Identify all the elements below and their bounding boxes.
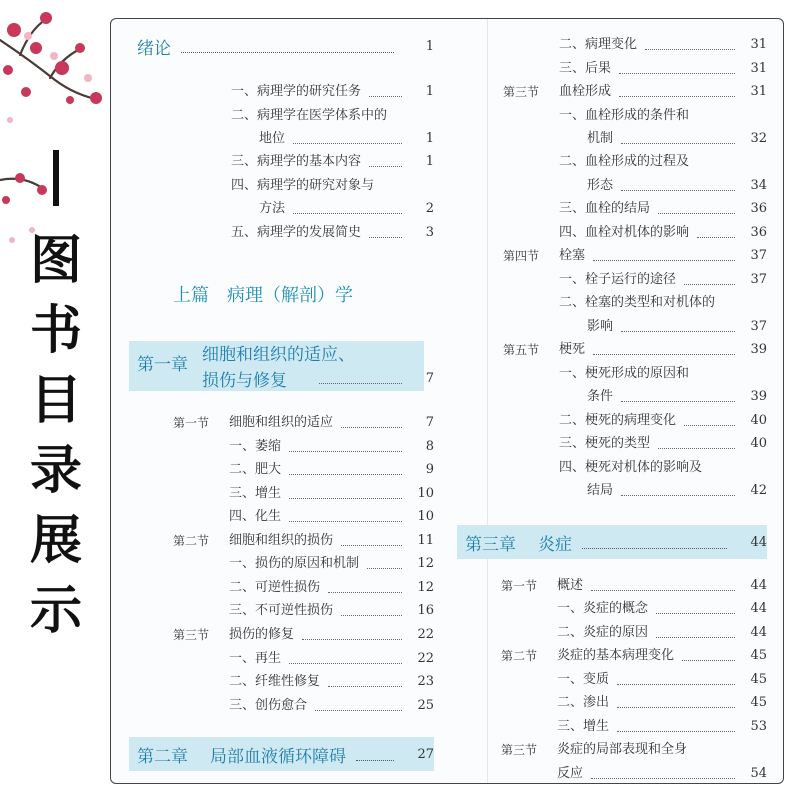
page-number: 11: [417, 533, 434, 548]
toc-entry[interactable]: [557, 764, 767, 784]
side-title-char: 录: [29, 441, 82, 501]
toc-entry[interactable]: [259, 129, 434, 149]
page-number: 22: [417, 651, 434, 666]
toc-entry[interactable]: [231, 223, 434, 243]
page-number: 10: [417, 509, 434, 524]
page-number: 3: [425, 225, 434, 240]
entry-text: 方法: [259, 201, 286, 216]
section-label: 第一节: [501, 579, 538, 593]
entry-text: 细胞和组织的损伤: [229, 533, 334, 548]
chapter-1-page-line: [311, 369, 434, 389]
page-number: 40: [750, 436, 767, 451]
page-number: 12: [417, 556, 434, 571]
toc-page: [110, 18, 784, 784]
side-title-char: 展: [29, 511, 82, 571]
leader-dots: [656, 613, 735, 614]
entry-text: 一、栓子运行的途径: [559, 272, 677, 287]
entry-text: 一、炎症的概念: [557, 601, 649, 616]
leader-dots: [682, 660, 735, 661]
entry-text: 五、病理学的发展简史: [231, 225, 362, 240]
entry-text: 细胞和组织的适应: [229, 415, 334, 430]
leader-dots: [619, 96, 735, 97]
leader-dots: [621, 401, 735, 402]
toc-entry[interactable]: [229, 601, 434, 621]
toc-entry[interactable]: [229, 554, 434, 574]
toc-entry[interactable]: [229, 437, 434, 457]
entry-text: 三、梗死的类型: [559, 436, 651, 451]
side-title-char: 图: [29, 231, 82, 291]
leader-dots: [319, 383, 402, 384]
section-label: 第三节: [173, 628, 210, 642]
page-number: 39: [750, 389, 767, 404]
leader-dots: [315, 710, 402, 711]
leader-dots: [289, 521, 402, 522]
leader-dots: [621, 190, 735, 191]
toc-entry[interactable]: [229, 696, 434, 716]
toc-entry[interactable]: [229, 649, 434, 669]
entry-text: 三、病理学的基本内容: [231, 154, 362, 169]
toc-entry[interactable]: [173, 413, 434, 433]
chapter-label: 第一章: [137, 355, 188, 375]
entry-text: 三、后果: [559, 61, 612, 76]
leader-dots: [617, 684, 735, 685]
section-label: 第二节: [173, 534, 210, 548]
toc-entry[interactable]: [557, 717, 767, 737]
page-number: 54: [750, 766, 767, 781]
chapter-title-line: 损伤与修复: [202, 371, 287, 391]
page-number: 31: [750, 84, 767, 99]
entry-text: 影响: [587, 319, 614, 334]
chapter-title: 局部血液循环障碍: [210, 746, 346, 767]
leader-dots: [369, 96, 402, 97]
leader-dots: [341, 427, 402, 428]
entry-text: 一、变质: [557, 672, 610, 687]
leader-dots: [328, 686, 402, 687]
leader-dots: [619, 73, 735, 74]
leader-dots: [302, 639, 402, 640]
leader-dots: [617, 731, 735, 732]
entry-text: 形态: [587, 178, 614, 193]
entry-text: 梗死: [559, 342, 586, 357]
page-number: 42: [750, 483, 767, 498]
page-number: 10: [417, 486, 434, 501]
leader-dots: [293, 143, 402, 144]
entry-text: 三、血栓的结局: [559, 201, 651, 216]
toc-entry[interactable]: [559, 59, 767, 79]
page-number: 1: [425, 154, 434, 169]
entry-text: 一、损伤的原因和机制: [229, 556, 360, 571]
toc-entry[interactable]: [229, 460, 434, 480]
entry-text: 四、化生: [229, 509, 282, 524]
page-number: 45: [750, 672, 767, 687]
toc-entry[interactable]: [229, 672, 434, 692]
page-number: 36: [750, 225, 767, 240]
toc-entry[interactable]: [587, 317, 767, 337]
toc-entry[interactable]: [559, 106, 767, 126]
page-number: 37: [750, 319, 767, 334]
entry-text: 概述: [557, 578, 584, 593]
section-label: 第一节: [173, 416, 210, 430]
page-number: 25: [417, 698, 434, 713]
entry-text: 二、炎症的原因: [557, 625, 649, 640]
toc-entry[interactable]: [559, 199, 767, 219]
side-title-char: 书: [29, 301, 82, 361]
toc-entry[interactable]: [587, 387, 767, 407]
leader-dots: [328, 592, 402, 593]
entry-text: 炎症的局部表现和全身: [557, 742, 688, 757]
page-number: 44: [750, 601, 767, 616]
chapter-title-line: 细胞和组织的适应、: [202, 345, 355, 365]
entry-text: 炎症的基本病理变化: [557, 648, 675, 663]
toc-entry[interactable]: [501, 576, 767, 596]
leader-dots: [621, 495, 735, 496]
toc-entry[interactable]: [559, 152, 767, 172]
toc-entry[interactable]: [229, 484, 434, 504]
entry-text: 三、创伤愈合: [229, 698, 308, 713]
leader-dots: [684, 425, 735, 426]
toc-entry[interactable]: [173, 625, 434, 645]
leader-dots: [289, 663, 402, 664]
toc-entry[interactable]: [557, 623, 767, 643]
chapter-title: 炎症: [538, 534, 572, 555]
entry-text: 二、血栓形成的过程及: [559, 154, 690, 169]
page-number: 44: [750, 578, 767, 593]
page-number: 31: [750, 37, 767, 52]
page-number: 23: [417, 674, 434, 689]
toc-entry[interactable]: [231, 152, 434, 172]
entry-text: 一、血栓形成的条件和: [559, 108, 690, 123]
toc-entry[interactable]: [229, 578, 434, 598]
page-number: 53: [750, 719, 767, 734]
entry-text: 结局: [587, 483, 614, 498]
toc-entry[interactable]: [557, 599, 767, 619]
page-number: 44: [750, 625, 767, 640]
chapter-label: 第三章: [465, 534, 516, 555]
entry-text: 二、栓塞的类型和对机体的: [559, 295, 716, 310]
section-label: 第三节: [503, 85, 540, 99]
leader-dots: [591, 590, 735, 591]
entry-text: 一、梗死形成的原因和: [559, 366, 690, 381]
toc-entry[interactable]: [231, 176, 434, 196]
leader-dots: [658, 448, 735, 449]
entry-text: 二、病理学在医学体系中的: [231, 108, 388, 123]
entry-text: 地位: [259, 131, 286, 146]
page-spine: [487, 19, 488, 783]
entry-text: 四、病理学的研究对象与: [231, 178, 375, 193]
entry-text: 栓塞: [559, 248, 586, 263]
toc-entry[interactable]: [559, 270, 767, 290]
toc-entry[interactable]: [503, 82, 767, 102]
toc-entry[interactable]: [501, 740, 767, 760]
toc-entry[interactable]: [231, 106, 434, 126]
leader-dots: [582, 548, 727, 549]
entry-text: 二、病理变化: [559, 37, 638, 52]
toc-entry[interactable]: [259, 199, 434, 219]
page-number: 1: [425, 131, 434, 146]
intro-chapter-bar[interactable]: [129, 29, 434, 63]
page-number: 31: [750, 61, 767, 76]
page-number: 34: [750, 178, 767, 193]
chapter-3-bar[interactable]: [457, 525, 767, 559]
leader-dots: [684, 284, 735, 285]
page-number: 1: [425, 38, 434, 54]
page-number: 8: [425, 439, 434, 454]
toc-entry[interactable]: [559, 223, 767, 243]
toc-entry[interactable]: [559, 434, 767, 454]
leader-dots: [289, 451, 402, 452]
leader-dots: [591, 778, 735, 779]
toc-entry[interactable]: [559, 458, 767, 478]
side-title-bar: [53, 150, 59, 206]
page-number: 45: [750, 648, 767, 663]
page-number: 44: [750, 534, 767, 550]
toc-entry[interactable]: [557, 693, 767, 713]
leader-dots: [369, 237, 402, 238]
leader-dots: [367, 568, 402, 569]
entry-text: 损伤的修复: [229, 627, 295, 642]
chapter-label: 第二章: [137, 746, 188, 767]
toc-entry[interactable]: [557, 670, 767, 690]
page-number: 7: [425, 371, 434, 386]
leader-dots: [658, 213, 735, 214]
entry-text: 血栓形成: [559, 84, 612, 99]
page-number: 45: [750, 695, 767, 710]
leader-dots: [645, 49, 735, 50]
page-number: 39: [750, 342, 767, 357]
page-number: 2: [425, 201, 434, 216]
page-number: 37: [750, 248, 767, 263]
page-number: 7: [425, 415, 434, 430]
leader-dots: [621, 143, 735, 144]
entry-text: 二、肥大: [229, 462, 282, 477]
section-label: 第四节: [503, 249, 540, 263]
leader-dots: [621, 331, 735, 332]
leader-dots: [617, 707, 735, 708]
toc-entry[interactable]: [559, 411, 767, 431]
leader-dots: [341, 615, 402, 616]
entry-text: 四、血栓对机体的影响: [559, 225, 690, 240]
leader-dots: [356, 760, 394, 761]
toc-entry[interactable]: [559, 35, 767, 55]
part-title: 上篇 病理（解剖）学: [173, 285, 353, 306]
page-number: 9: [425, 462, 434, 477]
entry-text: 条件: [587, 389, 614, 404]
toc-entry[interactable]: [173, 531, 434, 551]
toc-entry[interactable]: [503, 340, 767, 360]
entry-text: 二、梗死的病理变化: [559, 413, 677, 428]
leader-dots: [369, 166, 402, 167]
entry-text: 三、增生: [557, 719, 610, 734]
entry-text: 反应: [557, 766, 584, 781]
toc-entry[interactable]: [587, 176, 767, 196]
side-title-char: 示: [29, 581, 82, 641]
entry-text: 一、萎缩: [229, 439, 282, 454]
page-number: 37: [750, 272, 767, 287]
page-number: 36: [750, 201, 767, 216]
page-number: 32: [750, 131, 767, 146]
leader-dots: [289, 498, 402, 499]
side-title-char: 目: [29, 371, 82, 431]
entry-text: 二、可逆性损伤: [229, 580, 321, 595]
leader-dots: [181, 52, 394, 53]
leader-dots: [656, 637, 735, 638]
entry-text: 一、再生: [229, 651, 282, 666]
side-title: [24, 150, 88, 646]
leader-dots: [697, 237, 735, 238]
entry-text: 二、渗出: [557, 695, 610, 710]
entry-text: 机制: [587, 131, 614, 146]
intro-title: 绪论: [137, 38, 171, 59]
toc-entry[interactable]: [559, 293, 767, 313]
entry-text: 二、纤维性修复: [229, 674, 321, 689]
toc-entry[interactable]: [587, 129, 767, 149]
entry-text: 四、梗死对机体的影响及: [559, 460, 703, 475]
section-label: 第二节: [501, 649, 538, 663]
leader-dots: [341, 545, 402, 546]
page-number: 22: [417, 627, 434, 642]
section-label: 第五节: [503, 343, 540, 357]
page-number: 27: [417, 746, 434, 762]
toc-entry[interactable]: [501, 646, 767, 666]
entry-text: 一、病理学的研究任务: [231, 84, 362, 99]
chapter-2-bar[interactable]: [129, 737, 434, 771]
leader-dots: [593, 354, 735, 355]
leader-dots: [593, 260, 735, 261]
leader-dots: [293, 213, 402, 214]
page-number: 40: [750, 413, 767, 428]
toc-entry[interactable]: [229, 507, 434, 527]
page-number: 1: [425, 84, 434, 99]
leader-dots: [289, 474, 402, 475]
entry-text: 三、增生: [229, 486, 282, 501]
toc-entry[interactable]: [231, 82, 434, 102]
toc-entry[interactable]: [503, 246, 767, 266]
toc-entry[interactable]: [587, 481, 767, 501]
section-label: 第三节: [501, 743, 538, 757]
page-number: 12: [417, 580, 434, 595]
entry-text: 三、不可逆性损伤: [229, 603, 334, 618]
toc-entry[interactable]: [559, 364, 767, 384]
page-number: 16: [417, 603, 434, 618]
